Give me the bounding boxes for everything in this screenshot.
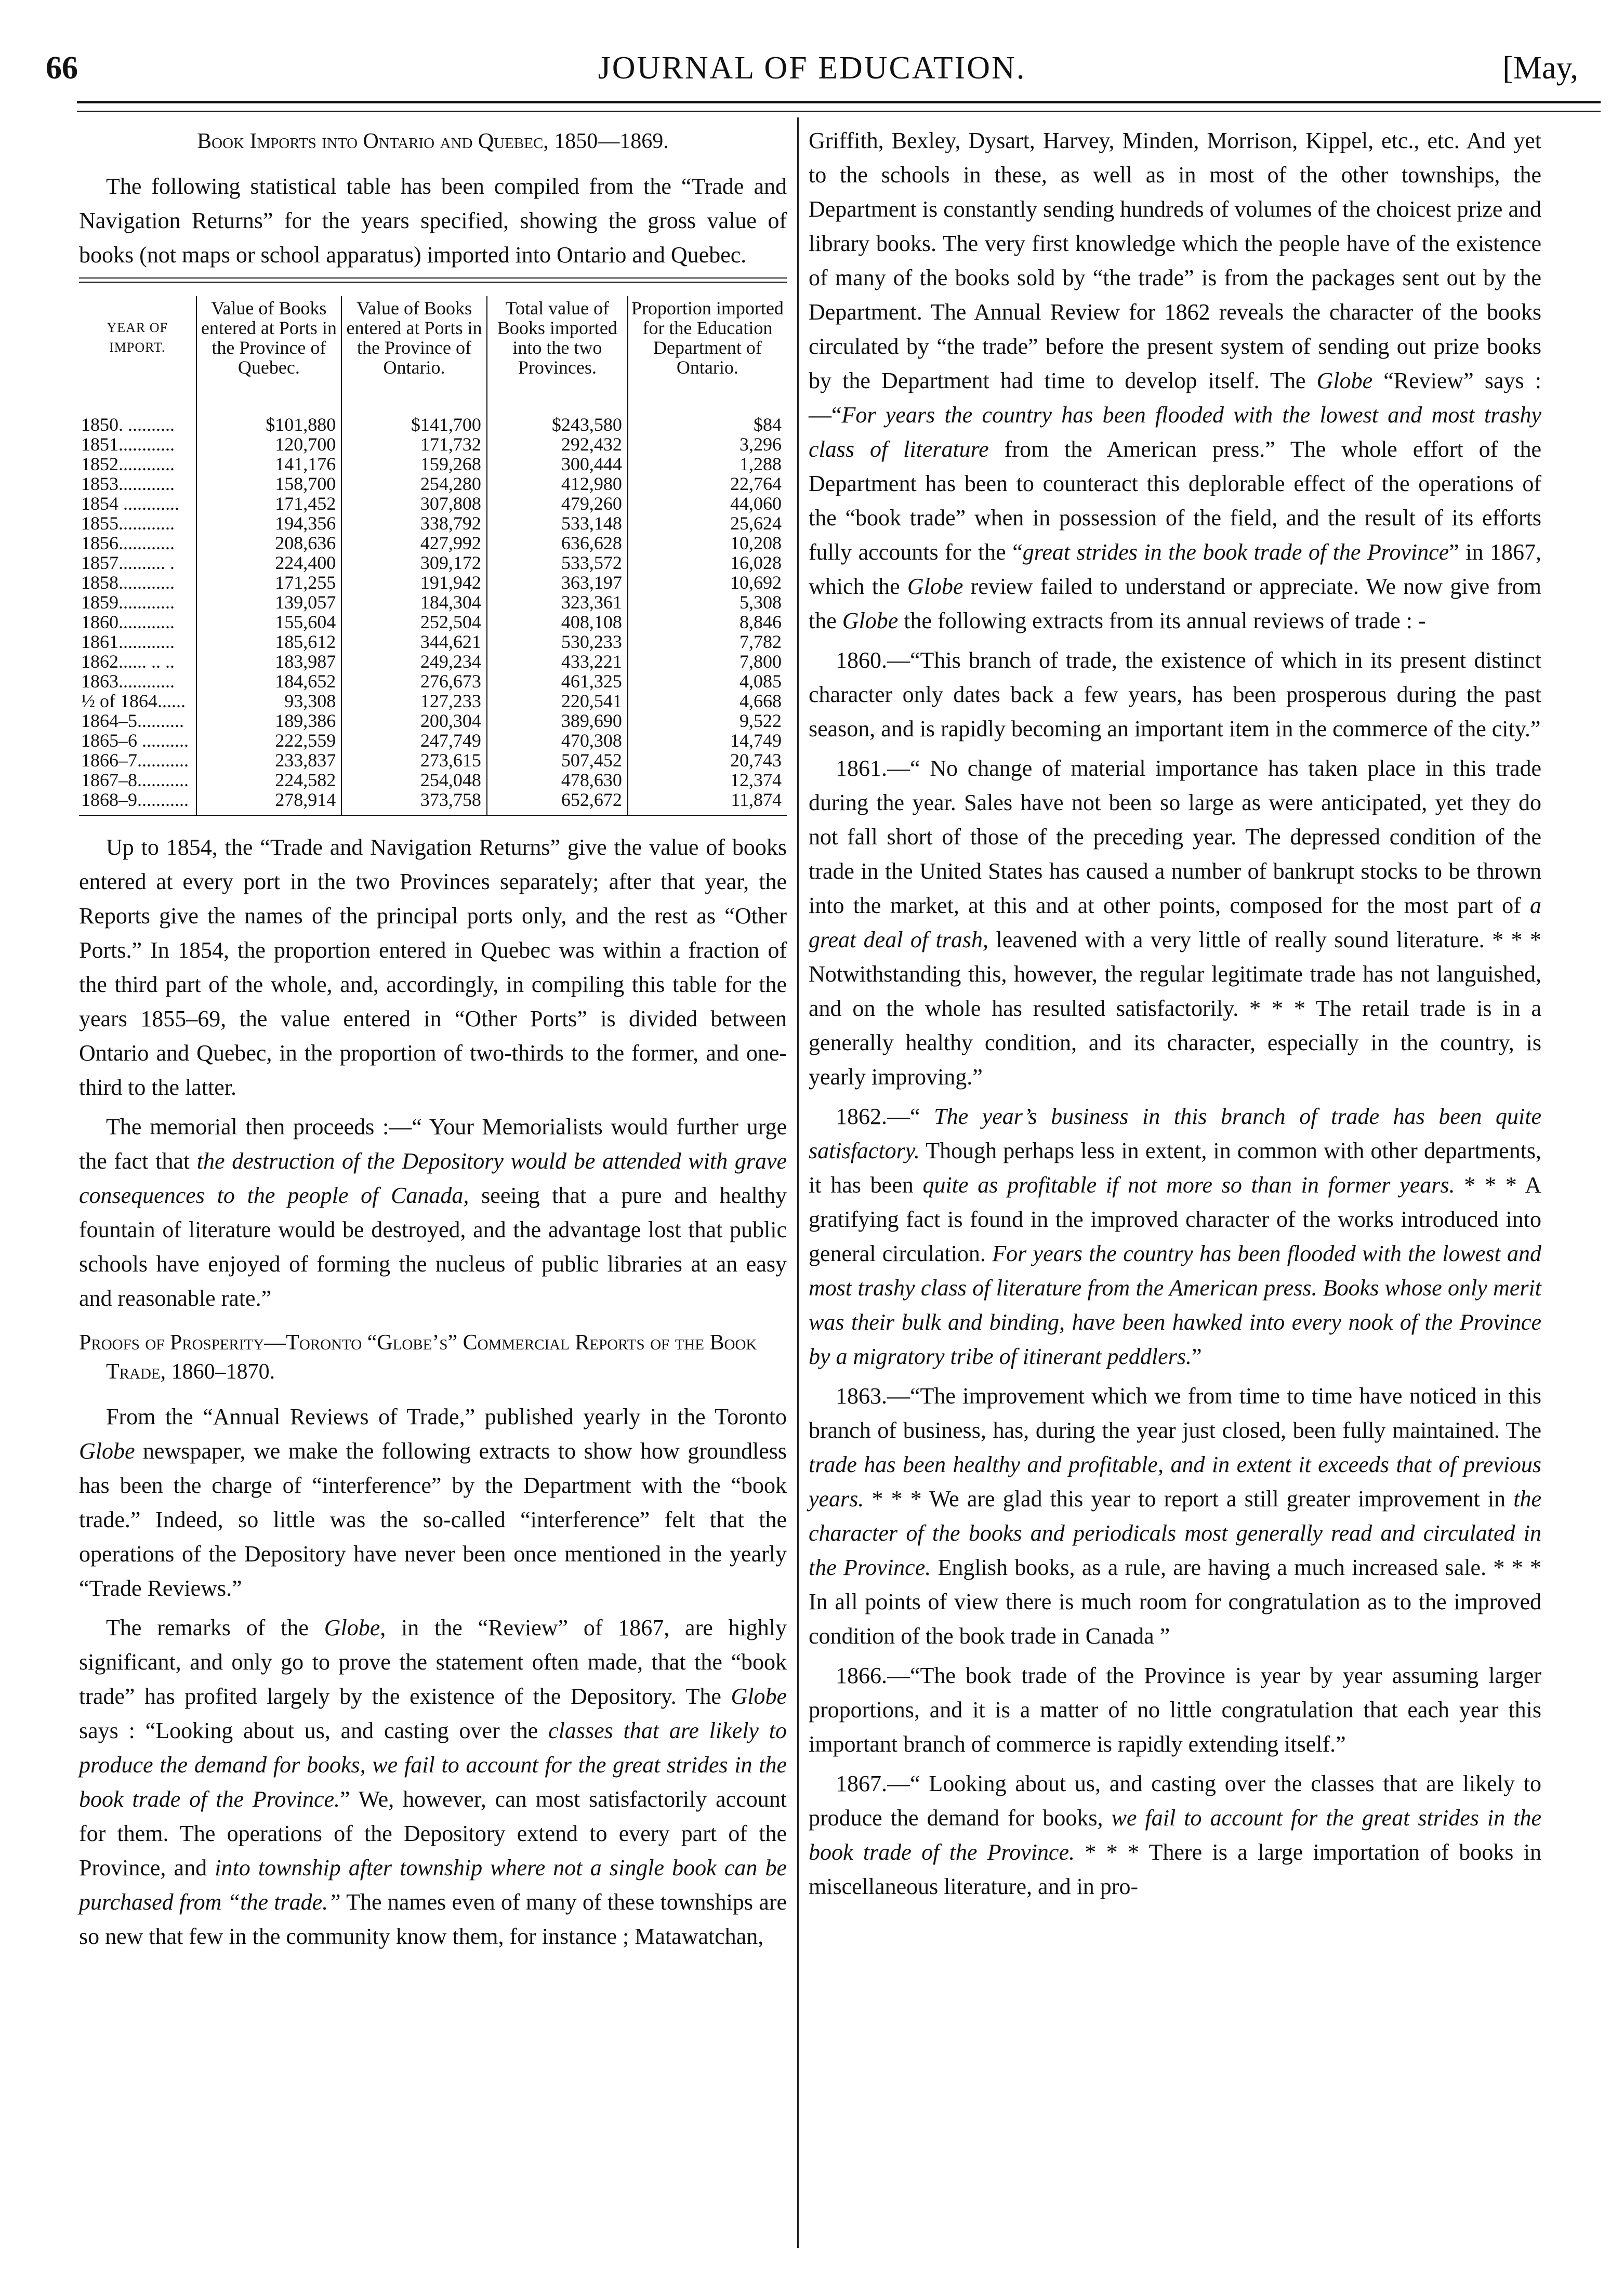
column-divider <box>797 117 799 2248</box>
cell-year: 1866–7........... <box>81 750 189 771</box>
table-bottom-rule <box>79 815 787 816</box>
cell-quebec: $101,880 <box>196 382 342 434</box>
cell-proportion: $84 <box>628 382 787 434</box>
table-row <box>79 434 787 454</box>
cell-ontario: 252,504 <box>341 612 487 632</box>
memorial-text-2: seeing that a pure and healthy fountain of literature would be destroyed, and the advantage lost that public schools have enjoyed of forming the nucleus of public libraries at an easy and reasonable rate.” <box>79 1183 787 1311</box>
cell-ontario: 309,172 <box>341 553 487 573</box>
cell-quebec: 120,700 <box>196 434 342 454</box>
cell-year: 1852............ <box>81 454 175 474</box>
review-1862-text-1: 1862.—“ <box>836 1104 934 1129</box>
review-1861-text-1: 1861.—“ No change of material importance has taken place in this trade during the year. Sales have not been so large as were anticipated, yet they do not fall short of those of the preceding year. The depressed condition of the trade in the United States has caused a number of bankrupt stocks to be thrown into the market, at this and at other points, composed for the most part of <box>809 756 1541 918</box>
cell-proportion: 3,296 <box>628 434 787 454</box>
cell-quebec: 93,308 <box>196 691 342 711</box>
annual-reviews-paragraph <box>79 1400 787 1606</box>
cell-year: 1858............ <box>81 572 175 593</box>
cont-text-3: from the American press.” The whole effort of the Department has been to counteract this deplorable effect of the operations of the “book trade” when in possession of the field, and the result of its efforts fully accounts for the “ <box>809 436 1541 565</box>
table-row <box>79 790 787 815</box>
review-1867-italic: we fail to account for the great strides in the book trade of the Province. <box>809 1805 1541 1865</box>
table-row <box>79 573 787 592</box>
review-1867-text-2: * * * There is a large importation of books in miscellaneous literature, and in pro- <box>809 1839 1541 1899</box>
cell-ontario: 307,808 <box>341 494 487 513</box>
review-1860: 1860.—“This branch of trade, the existence of which in its present distinct character only dates back a few years, has been prosperous during the past season, and is rapidly becoming an important item in the commerce of the city.” <box>809 647 1541 741</box>
cont-italic-2: great strides in the book trade of the Province <box>1022 539 1449 565</box>
review-1863-italic-1: trade has been healthy and profitable, and in extent it exceeds that of previous years. <box>809 1452 1541 1512</box>
col-header-proportion: Proportion imported for the Education Department of Ontario. <box>628 296 787 382</box>
remarks-text-4: ” We, however, can most satisfactorily account for them. The operations of the Depository extend to every part of the Province, and <box>79 1786 787 1880</box>
cell-ontario: 373,758 <box>341 790 487 815</box>
cell-proportion: 4,085 <box>628 671 787 691</box>
remarks-globe: Globe <box>324 1615 380 1640</box>
cell-ontario: 344,621 <box>341 632 487 652</box>
cell-total: 636,628 <box>487 533 628 553</box>
cell-proportion: 16,028 <box>628 553 787 573</box>
table-row <box>79 750 787 770</box>
cell-year: ½ of 1864...... <box>81 691 186 711</box>
cell-quebec: 171,452 <box>196 494 342 513</box>
header-rule-thick <box>77 101 1601 103</box>
annual-globe: Globe <box>79 1438 135 1464</box>
review-1863 <box>809 1379 1541 1653</box>
table-top-rule <box>79 277 787 279</box>
review-1863-text-2: * * * We are glad this year to report a still greater improvement in <box>864 1486 1514 1512</box>
cell-year: 1865–6 .......... <box>81 730 189 751</box>
table-top-rule-2 <box>79 282 787 283</box>
page-number: 66 <box>46 50 78 86</box>
cell-proportion: 10,208 <box>628 533 787 553</box>
cell-quebec: 141,176 <box>196 454 342 474</box>
cell-total: 479,260 <box>487 494 628 513</box>
cell-ontario: 200,304 <box>341 711 487 731</box>
review-1861 <box>809 751 1541 1094</box>
table-row <box>79 513 787 533</box>
col-header-quebec: Value of Books entered at Ports in the Province of Quebec. <box>196 296 342 382</box>
cell-total: 300,444 <box>487 454 628 474</box>
annual-text-2: newspaper, we make the following extracts to show how groundless has been the charge of “interference” by the Department with the “book trade.” Indeed, so little was the so-called “interference” felt that the operations of the Depository have never been once mentioned in the yearly “Trade Reviews.” <box>79 1438 787 1601</box>
book-imports-heading: Book Imports into Ontario and Quebec, 1850—1869. <box>197 129 669 153</box>
cell-total: 652,672 <box>487 790 628 815</box>
table-row <box>79 474 787 494</box>
cell-total: 461,325 <box>487 671 628 691</box>
cell-quebec: 208,636 <box>196 533 342 553</box>
remarks-text-1: The remarks of the <box>106 1615 324 1640</box>
cell-quebec: 158,700 <box>196 474 342 494</box>
cont-globe-2: Globe <box>907 574 963 599</box>
col-header-ontario: Value of Books entered at Ports in the Province of Ontario. <box>341 296 487 382</box>
cell-ontario: 191,942 <box>341 573 487 592</box>
cell-total: 470,308 <box>487 731 628 750</box>
table-row <box>79 671 787 691</box>
review-1862-italic-2: quite as profitable if not more so than in former years. <box>922 1172 1455 1198</box>
cell-proportion: 20,743 <box>628 750 787 770</box>
cont-text-5: review failed to understand or appreciate. We now give from the <box>809 574 1541 633</box>
cell-proportion: 4,668 <box>628 691 787 711</box>
cell-quebec: 224,400 <box>196 553 342 573</box>
cell-proportion: 12,374 <box>628 770 787 790</box>
cell-total: 412,980 <box>487 474 628 494</box>
cell-total: 533,148 <box>487 513 628 533</box>
cell-year: 1856............ <box>81 533 175 553</box>
cell-year: 1850. .......... <box>81 414 175 435</box>
up-to-1854-paragraph: Up to 1854, the “Trade and Navigation Returns” give the value of books entered at every port in the two Provinces separately; after that year, the Reports give the names of the principal ports only, and the rest as “Other Ports.” In 1854, the proportion entered in Quebec was within a fraction of the third part of the whole, and, accordingly, in compiling this table for the years 1855–69, the value entered in “Other Ports” is divided between Ontario and Quebec, in the proportion of two-thirds to the former, and one-third to the latter. <box>79 835 787 1100</box>
cell-year: 1857.......... . <box>81 552 175 573</box>
review-1862 <box>809 1100 1541 1374</box>
cell-year: 1855............ <box>81 513 175 534</box>
cell-ontario: 171,732 <box>341 434 487 454</box>
cont-italic-1: For years the country has been flooded with the lowest and most trashy class of literature <box>809 402 1541 462</box>
cell-year: 1851............ <box>81 434 175 455</box>
review-1861-italic: a great deal of trash, <box>809 893 1541 952</box>
proofs-heading: Proofs of Prosperity—Toronto “Globe’s” Commercial Reports of the Book Trade, 1860–1870. <box>79 1331 757 1384</box>
cell-ontario: 276,673 <box>341 671 487 691</box>
table-row <box>79 691 787 711</box>
cell-year: 1862...... .. .. <box>81 651 175 672</box>
cell-year: 1863............ <box>81 671 175 692</box>
cont-text-6: the following extracts from its annual reviews of trade : - <box>898 608 1426 633</box>
cell-total: 433,221 <box>487 652 628 671</box>
remarks-italic-2: into township after township where not a single book can be purchased from “the trade.” <box>79 1855 787 1915</box>
table-row <box>79 553 787 573</box>
cell-year: 1860............ <box>81 612 175 632</box>
cell-ontario: 254,048 <box>341 770 487 790</box>
cell-ontario: 127,233 <box>341 691 487 711</box>
remarks-text-2: , in the “Review” of 1867, are highly significant, and only go to prove the statement often made, that the “book trade” has profited largely by the existence of the Depository. The <box>79 1615 787 1709</box>
cell-quebec: 224,582 <box>196 770 342 790</box>
header-month: [May, <box>1502 50 1578 86</box>
cell-proportion: 5,308 <box>628 592 787 612</box>
cell-year: 1861............ <box>81 631 175 652</box>
table-row <box>79 711 787 731</box>
cell-total: 478,630 <box>487 770 628 790</box>
cell-ontario: 427,992 <box>341 533 487 553</box>
journal-title: JOURNAL OF EDUCATION. <box>598 50 1026 86</box>
table-header-row <box>79 296 787 382</box>
review-1862-italic-1: The year’s business in this branch of trade has been quite satisfactory. <box>809 1104 1541 1163</box>
cell-proportion: 14,749 <box>628 731 787 750</box>
review-1863-text-1: 1863.—“The improvement which we from time to time have noticed in this branch of business, has, during the year just closed, been fully maintained. The <box>809 1383 1541 1443</box>
cell-year: 1868–9........... <box>81 789 189 810</box>
annual-text-1: From the “Annual Reviews of Trade,” published yearly in the Toronto <box>106 1404 787 1429</box>
cell-quebec: 194,356 <box>196 513 342 533</box>
col-header-year: YEAR OF IMPORT. <box>107 320 168 355</box>
cell-proportion: 9,522 <box>628 711 787 731</box>
remarks-paragraph <box>79 1611 787 1954</box>
review-1867-text-1: 1867.—“ Looking about us, and casting over the classes that are likely to produce the demand for books, <box>809 1771 1541 1831</box>
table-row <box>79 533 787 553</box>
cell-total: 408,108 <box>487 612 628 632</box>
cell-quebec: 222,559 <box>196 731 342 750</box>
memorial-italic: the destruction of the Depository would be attended with grave consequences to the people of Canada, <box>79 1148 787 1208</box>
table-row <box>79 632 787 652</box>
cell-quebec: 155,604 <box>196 612 342 632</box>
table-row <box>79 652 787 671</box>
cell-total: 530,233 <box>487 632 628 652</box>
right-column <box>809 124 1541 1909</box>
review-1861-text-2: leavened with a very little of really sound literature. * * * Notwithstanding this, however, the regular legitimate trade has not languished, and on the whole has resulted satisfactorily. * * * The retail trade is in a generally healthy condition, and its character, especially in the country, is yearly improving.” <box>809 927 1541 1090</box>
cont-text-2: “Review” says :—“ <box>809 368 1541 428</box>
cont-text-1: Griffith, Bexley, Dysart, Harvey, Minden, Morrison, Kippel, etc., etc. And yet to the schools in these, as well as in most of the other townships, the Department is constantly sending hundreds of volumes of the choicest prize and library books. The very first knowledge which the people have of the existence of many of the books sold by “the trade” is from the packages sent out by the Department. The Annual Review for 1862 reveals the character of the books circulated by “the trade” before the present system of sending out prize books by the Department had time to develop itself. The <box>809 128 1541 393</box>
continuation-paragraph <box>809 124 1541 638</box>
cell-proportion: 7,800 <box>628 652 787 671</box>
cell-ontario: 247,749 <box>341 731 487 750</box>
cell-quebec: 184,652 <box>196 671 342 691</box>
review-1863-italic-2: the character of the books and periodicals most generally read and circulated in the Province. <box>809 1486 1541 1580</box>
cell-ontario: 254,280 <box>341 474 487 494</box>
table-row <box>79 494 787 513</box>
cell-total: 292,432 <box>487 434 628 454</box>
cell-year: 1867–8........... <box>81 770 189 790</box>
review-1866: 1866.—“The book trade of the Province is year by year assuming larger proportions, and it is a matter of no little congratulation that each year this important branch of commerce is rapidly extending itself.” <box>809 1663 1541 1757</box>
cell-total: 323,361 <box>487 592 628 612</box>
remarks-globe-2: Globe <box>731 1684 787 1709</box>
review-1862-italic-3: For years the country has been flooded with the lowest and most trashy class of literature from the American press. Books whose only merit was their bulk and binding, have been hawked into every nook of the Province by a migratory tribe of itinerant peddlers. <box>809 1241 1541 1369</box>
cell-total: 363,197 <box>487 573 628 592</box>
imports-table <box>79 296 787 815</box>
cell-quebec: 278,914 <box>196 790 342 815</box>
cont-text-4: ” in 1867, which the <box>809 539 1541 599</box>
cont-globe: Globe <box>1316 368 1373 393</box>
cell-year: 1859............ <box>81 592 175 613</box>
remarks-text-3: says : “Looking about us, and casting over the <box>79 1718 549 1743</box>
cell-quebec: 185,612 <box>196 632 342 652</box>
cell-proportion: 25,624 <box>628 513 787 533</box>
intro-paragraph: The following statistical table has been compiled from the “Trade and Navigation Returns” for the years specified, showing the gross value of books (not maps or school apparatus) imported into Ontario and Quebec. <box>79 174 787 268</box>
cell-ontario: 273,615 <box>341 750 487 770</box>
cell-proportion: 22,764 <box>628 474 787 494</box>
cell-total: 220,541 <box>487 691 628 711</box>
cell-proportion: 8,846 <box>628 612 787 632</box>
cell-total: $243,580 <box>487 382 628 434</box>
cell-proportion: 1,288 <box>628 454 787 474</box>
imports-table-block <box>79 277 787 816</box>
table-row <box>79 382 787 434</box>
cell-year: 1854 ............ <box>81 493 179 514</box>
cell-proportion: 44,060 <box>628 494 787 513</box>
cell-ontario: 184,304 <box>341 592 487 612</box>
cell-year: 1853............ <box>81 473 175 494</box>
cell-ontario: 159,268 <box>341 454 487 474</box>
remarks-italic-1: classes that are likely to produce the demand for books, we fail to account for the great strides in the book trade of the Province. <box>79 1718 787 1812</box>
cell-total: 389,690 <box>487 711 628 731</box>
cell-quebec: 183,987 <box>196 652 342 671</box>
memorial-text-1: The memorial then proceeds :—“ Your Memorialists would further urge the fact that <box>79 1114 787 1174</box>
cell-year: 1864–5.......... <box>81 710 184 731</box>
review-1867 <box>809 1767 1541 1904</box>
cell-total: 533,572 <box>487 553 628 573</box>
table-row <box>79 454 787 474</box>
table-row <box>79 731 787 750</box>
cell-ontario: 249,234 <box>341 652 487 671</box>
remarks-text-5: The names even of many of these townships are so new that few in the community know them, for instance ; Matawatchan, <box>79 1889 787 1949</box>
cell-quebec: 189,386 <box>196 711 342 731</box>
cell-ontario: 338,792 <box>341 513 487 533</box>
left-column <box>79 124 787 1959</box>
cell-proportion: 10,692 <box>628 573 787 592</box>
cell-quebec: 139,057 <box>196 592 342 612</box>
cell-proportion: 11,874 <box>628 790 787 815</box>
header-rule-thin <box>77 111 1601 112</box>
memorial-paragraph <box>79 1110 787 1316</box>
review-1863-text-3: English books, as a rule, are having a much increased sale. * * * In all points of view there is much room for congratulation as to the improved condition of the book trade in Canada ” <box>809 1555 1541 1649</box>
cell-quebec: 233,837 <box>196 750 342 770</box>
table-row <box>79 612 787 632</box>
cell-quebec: 171,255 <box>196 573 342 592</box>
cell-ontario: $141,700 <box>341 382 487 434</box>
cont-globe-3: Globe <box>842 608 899 633</box>
review-1862-text-2: Though perhaps less in extent, in common with other departments, it has been <box>809 1138 1541 1198</box>
table-row <box>79 592 787 612</box>
cell-total: 507,452 <box>487 750 628 770</box>
col-header-total: Total value of Books imported into the two Provinces. <box>487 296 628 382</box>
table-row <box>79 770 787 790</box>
review-1862-text-3: * * * A gratifying fact is found in the improved character of the works introduced into general circulation. <box>809 1172 1541 1266</box>
table-body <box>79 382 787 815</box>
review-1862-text-4: ” <box>1191 1344 1202 1369</box>
cell-proportion: 7,782 <box>628 632 787 652</box>
